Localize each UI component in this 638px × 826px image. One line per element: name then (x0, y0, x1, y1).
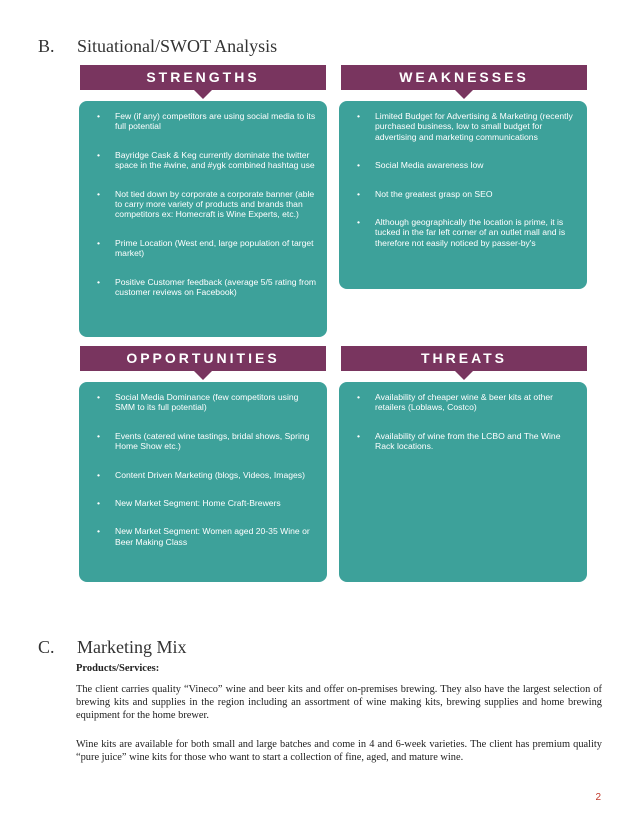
strengths-panel (79, 101, 327, 337)
strengths-item: • Prime Location (West end, large population of target market) (93, 238, 317, 259)
threats-item: • Availability of wine from the LCBO and The Wine Rack locations. (353, 431, 577, 452)
threats-banner (341, 346, 587, 371)
section-c-heading (38, 637, 187, 658)
weaknesses-item: • Limited Budget for Advertising & Marketing (recently purchased business, low to small budget for advertising and marketing communications (353, 111, 577, 142)
products-services-heading: Products/Services: (76, 663, 160, 674)
strengths-item: • Positive Customer feedback (average 5/5 rating from customer reviews on Facebook) (93, 277, 317, 298)
opportunities-item: • Content Driven Marketing (blogs, Videos, Images) (93, 470, 317, 480)
weaknesses-banner (341, 65, 587, 90)
section-b-number: B. (38, 36, 55, 56)
opportunities-arrow (194, 371, 212, 380)
weaknesses-panel (339, 101, 587, 289)
weaknesses-heading: WEAKNESSES (399, 69, 529, 85)
weaknesses-item: • Not the greatest grasp on SEO (353, 189, 577, 199)
weaknesses-item: • Social Media awareness low (353, 160, 577, 170)
opportunities-banner (80, 346, 326, 371)
opportunities-item: • Social Media Dominance (few competitors using SMM to its full potential) (93, 392, 317, 413)
opportunities-item: • Events (catered wine tastings, bridal shows, Spring Home Show etc.) (93, 431, 317, 452)
weaknesses-item: • Although geographically the location is prime, it is tucked in the far left corner of an outlet mall and is therefore not easily noticed by passer-by's (353, 217, 577, 248)
threats-arrow (455, 371, 473, 380)
threats-item: • Availability of cheaper wine & beer kits at other retailers (Loblaws, Costco) (353, 392, 577, 413)
strengths-item: • Not tied down by corporate a corporate banner (able to carry more variety of products and brands than competitors ex: Homecraft is Wine Experts, etc.) (93, 189, 317, 220)
threats-panel (339, 382, 587, 582)
threats-heading: THREATS (420, 350, 508, 366)
opportunities-panel (79, 382, 327, 582)
opportunities-heading: OPPORTUNITIES (126, 350, 280, 366)
strengths-list (93, 111, 317, 297)
section-c-title: Marketing Mix (77, 637, 187, 657)
threats-list (353, 392, 577, 452)
paragraph: The client carries quality “Vineco” wine and beer kits and offer on-premises brewing. They also have the largest selection of brewing kits and supplies in the region including an assortment of wine making kits, brewing supplies and home brewing equipment for the home brewer. (76, 684, 602, 721)
strengths-heading: STRENGTHS (146, 69, 260, 85)
strengths-item: • Bayridge Cask & Keg currently dominate the twitter space in the #wine, and #ygk combined hashtag use (93, 150, 317, 171)
strengths-item: • Few (if any) competitors are using social media to its full potential (93, 111, 317, 132)
section-b-title: Situational/SWOT Analysis (77, 36, 278, 56)
opportunities-list (93, 392, 317, 547)
opportunities-item: • New Market Segment: Women aged 20-35 Wine or Beer Making Class (93, 526, 317, 547)
strengths-banner (80, 65, 326, 90)
weaknesses-list (353, 111, 577, 248)
section-b-heading (38, 36, 277, 57)
opportunities-item: • New Market Segment: Home Craft-Brewers (93, 498, 317, 508)
section-c-number: C. (38, 637, 55, 657)
strengths-arrow (194, 90, 212, 99)
weaknesses-arrow (455, 90, 473, 99)
paragraph: Wine kits are available for both small and large batches and come in 4 and 6-week varieties. The client has premium quality “pure juice” wine kits for those who want to start a collection of fine, aged, and mature wine. (76, 739, 602, 763)
page-number: 2 (595, 792, 601, 803)
